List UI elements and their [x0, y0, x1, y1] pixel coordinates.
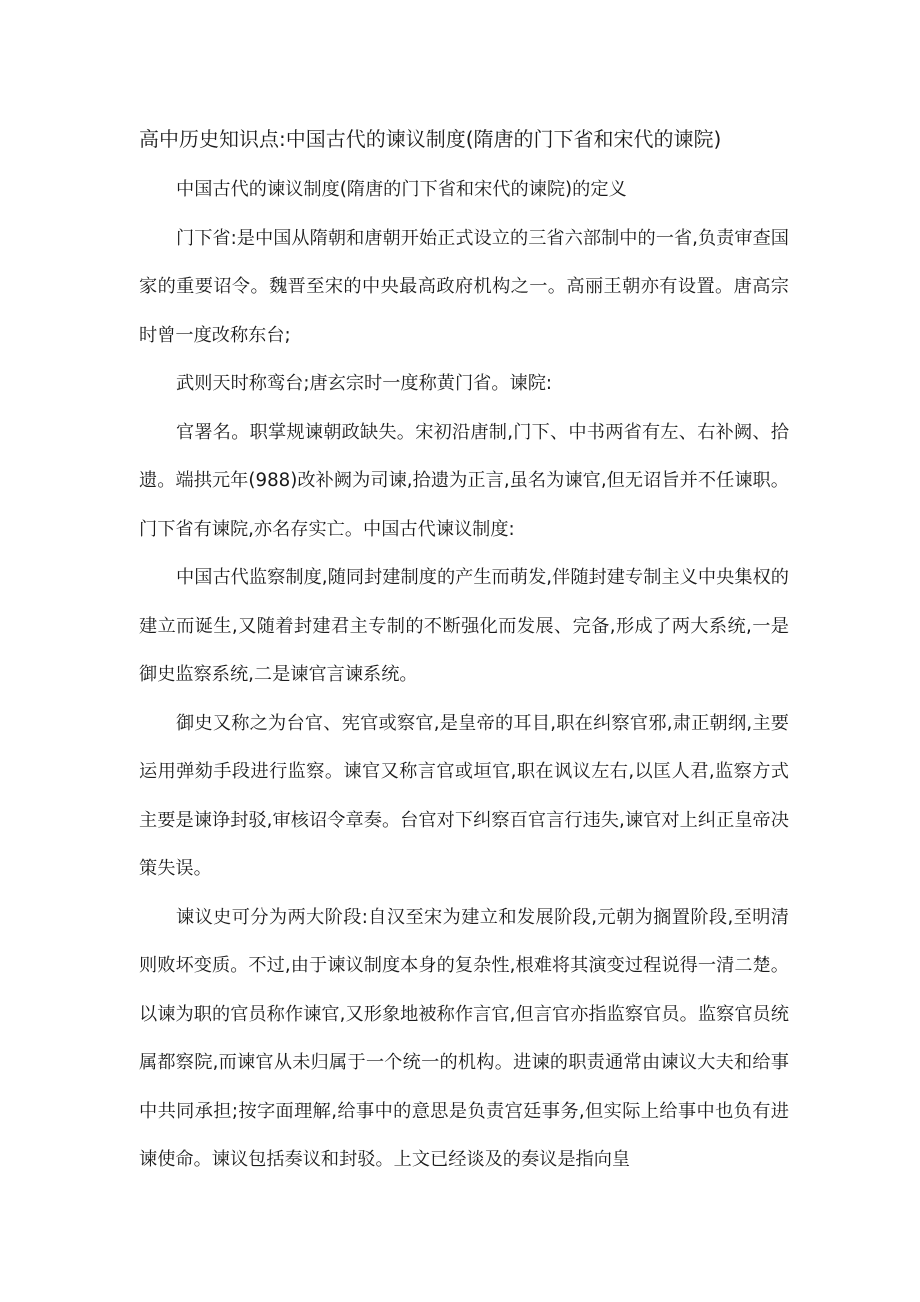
- paragraph-menxia-sheng: 门下省:是中国从隋朝和唐朝开始正式设立的三省六部制中的一省,负责审查国家的重要诏令。魏晋至宋的中央最高政府机构之一。高丽王朝亦有设置。唐高宗时曾一度改称东台;: [139, 227, 789, 346]
- paragraph-definition-heading: 中国古代的谏议制度(隋唐的门下省和宋代的谏院)的定义: [176, 179, 627, 200]
- document-title: 高中历史知识点:中国古代的谏议制度(隋唐的门下省和宋代的谏院): [139, 127, 722, 151]
- document-body: [139, 118, 789, 1185]
- paragraph-jianyuan: 官署名。职掌规谏朝政缺失。宋初沿唐制,门下、中书两省有左、右补阙、拾遗。端拱元年(988)改补阙为司谏,拾遗为正言,虽名为谏官,但无诏旨并不任谏职。门下省有谏院,亦名存实亡。中国古代谏议制度:: [139, 421, 789, 540]
- paragraph-wu-zetian: 武则天时称鸾台;唐玄宗时一度称黄门省。谏院:: [176, 373, 553, 394]
- paragraph-supervision-system: 中国古代监察制度,随同封建制度的产生而萌发,伴随封建专制主义中央集权的建立而诞生,又随着封建君主专制的不断强化而发展、完备,形成了两大系统,一是御史监察系统,二是谏官言谏系统。: [139, 567, 789, 685]
- paragraph-censors-and-remonstrators: 御史又称之为台官、宪官或察官,是皇帝的耳目,职在纠察官邪,肃正朝纲,主要运用弹劾手段进行监察。谏官又称言官或垣官,职在讽议左右,以匡人君,监察方式主要是谏诤封驳,审核诏令章奏。台官对下纠察百官言行违失,谏官对上纠正皇帝决策失误。: [139, 712, 789, 879]
- paragraph-remonstrance-history: 谏议史可分为两大阶段:自汉至宋为建立和发展阶段,元朝为搁置阶段,至明清则败坏变质。不过,由于谏议制度本身的复杂性,根难将其演变过程说得一清二楚。以谏为职的官员称作谏官,又形象地被称作言官,但言官亦指监察官员。监察官员统属都察院,而谏官从未归属于一个统一的机构。进谏的职责通常由谏议大夫和给事中共同承担;按字面理解,给事中的意思是负责宫廷事务,但实际上给事中也负有进谏使命。谏议包括奏议和封驳。上文已经谈及的奏议是指向皇: [139, 906, 789, 1170]
